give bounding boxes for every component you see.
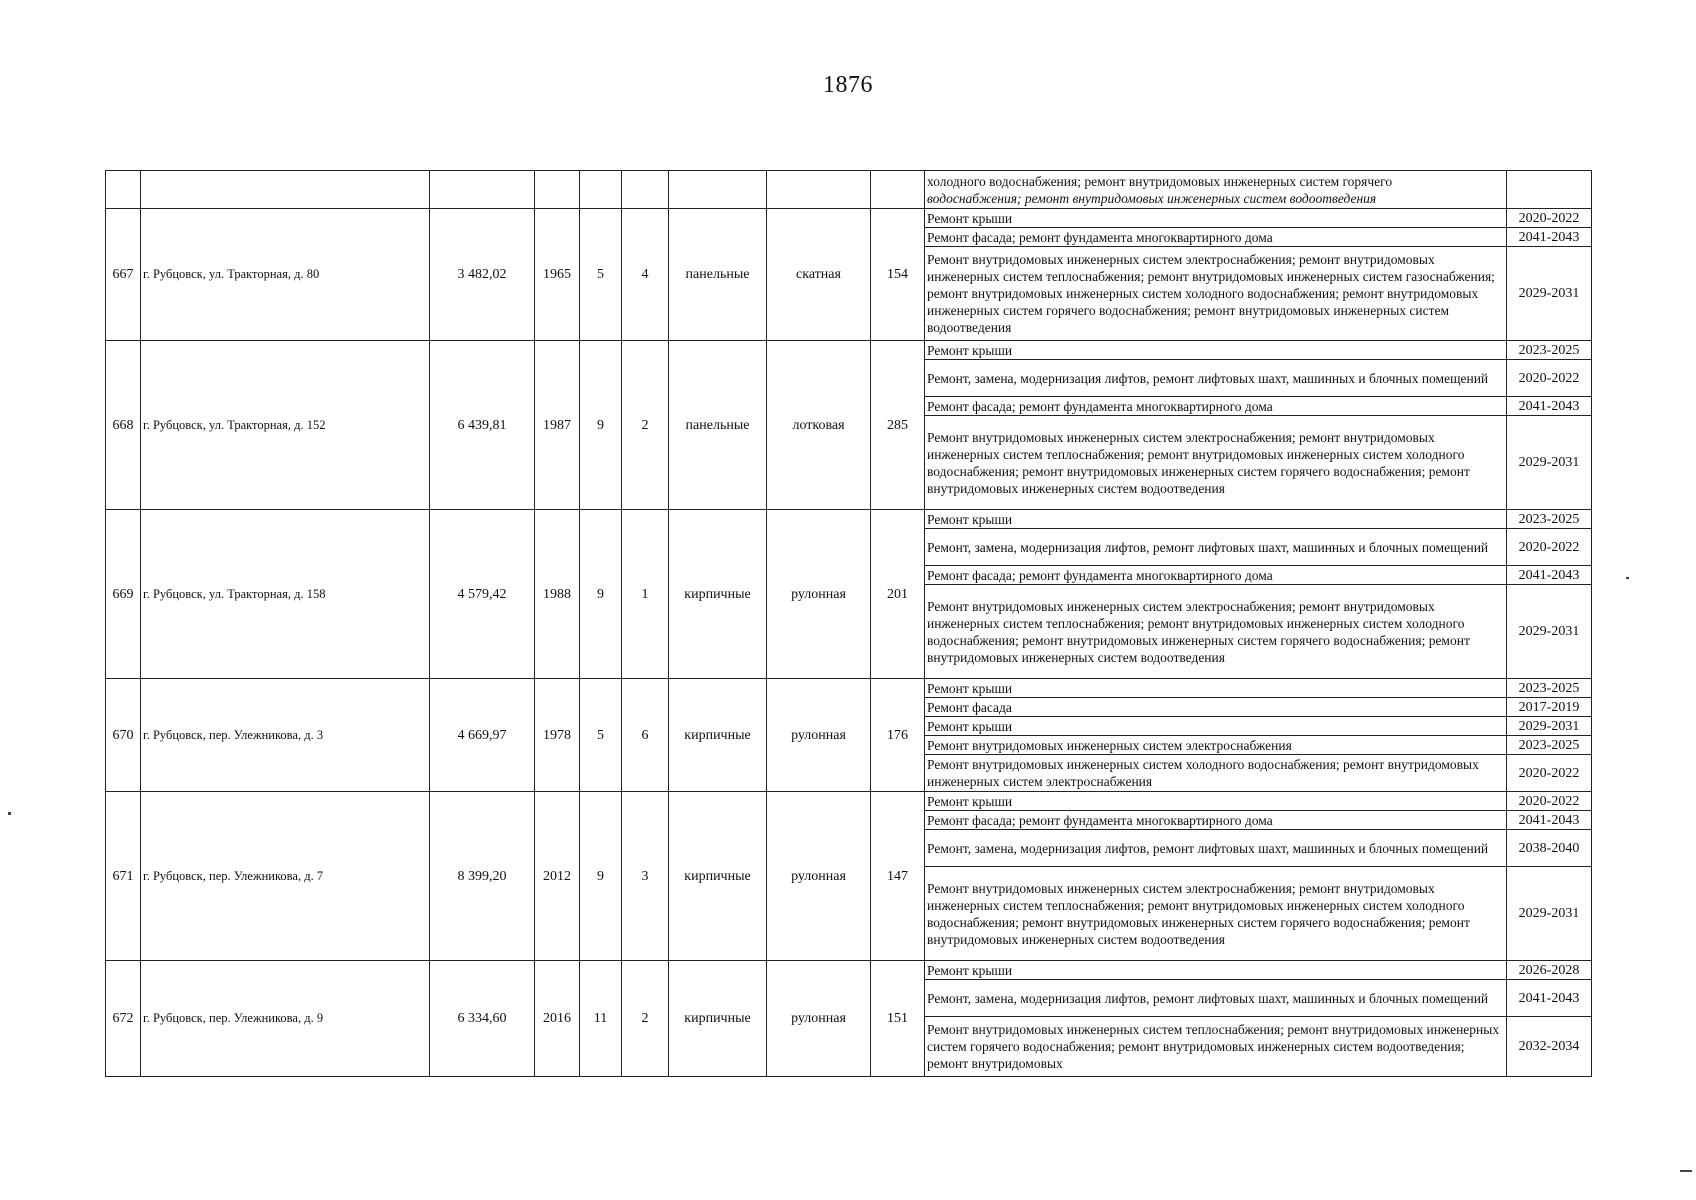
- wall-material: кирпичные: [669, 679, 767, 792]
- work-period: 2029-2031: [1507, 867, 1592, 961]
- work-description: Ремонт фасада: [925, 698, 1507, 717]
- work-period: 2023-2025: [1507, 736, 1592, 755]
- floors: 9: [580, 341, 622, 510]
- roof-type: рулонная: [767, 961, 871, 1077]
- entrances: 4: [622, 209, 669, 341]
- entrances: 6: [622, 679, 669, 792]
- empty-cell: [871, 171, 925, 209]
- address: г. Рубцовск, ул. Тракторная, д. 80: [141, 209, 430, 341]
- total-area: 4 669,97: [430, 679, 535, 792]
- work-description: Ремонт, замена, модернизация лифтов, ремонт лифтовых шахт, машинных и блочных помещений: [925, 529, 1507, 566]
- work-period: 2032-2034: [1507, 1017, 1592, 1077]
- floors: 5: [580, 679, 622, 792]
- page-number: 1876: [823, 72, 873, 98]
- total-area: 6 334,60: [430, 961, 535, 1077]
- scan-mark: [8, 812, 11, 815]
- work-period: 2029-2031: [1507, 717, 1592, 736]
- empty-cell: [106, 171, 141, 209]
- work-line: холодного водоснабжения; ремонт внутридомовых инженерных систем горячего: [927, 173, 1393, 189]
- wall-material: кирпичные: [669, 510, 767, 679]
- residents: 151: [871, 961, 925, 1077]
- residents: 154: [871, 209, 925, 341]
- empty-cell: [141, 171, 430, 209]
- work-period: [1507, 171, 1592, 209]
- total-area: 6 439,81: [430, 341, 535, 510]
- table-row: [106, 961, 1592, 980]
- table-body: [106, 171, 1592, 1077]
- roof-type: рулонная: [767, 792, 871, 961]
- floors: 5: [580, 209, 622, 341]
- roof-type: рулонная: [767, 679, 871, 792]
- table-row: [106, 792, 1592, 811]
- build-year: 1965: [535, 209, 580, 341]
- roof-type: скатная: [767, 209, 871, 341]
- work-period: 2020-2022: [1507, 360, 1592, 397]
- repair-schedule-table: [105, 170, 1592, 1077]
- work-description: Ремонт фасада; ремонт фундамента многоквартирного дома: [925, 228, 1507, 247]
- row-number: 668: [106, 341, 141, 510]
- work-period: 2041-2043: [1507, 811, 1592, 830]
- work-period: 2017-2019: [1507, 698, 1592, 717]
- work-period: 2038-2040: [1507, 830, 1592, 867]
- work-period: 2026-2028: [1507, 961, 1592, 980]
- work-description: Ремонт, замена, модернизация лифтов, ремонт лифтовых шахт, машинных и блочных помещений: [925, 980, 1507, 1017]
- work-description: Ремонт внутридомовых инженерных систем электроснабжения; ремонт внутридомовых инженерных систем теплоснабжения; ремонт внутридомовых инженерных систем газоснабжения; ремонт внутридомовых инженерных систем холодного водоснабжения; ремонт внутридомовых инженерных систем горячего водоснабжения; ремонт внутридомовых инженерных систем водоотведения: [925, 247, 1507, 341]
- entrances: 1: [622, 510, 669, 679]
- row-number: 667: [106, 209, 141, 341]
- address: г. Рубцовск, ул. Тракторная, д. 152: [141, 341, 430, 510]
- work-description: Ремонт внутридомовых инженерных систем холодного водоснабжения; ремонт внутридомовых инженерных систем электроснабжения: [925, 755, 1507, 792]
- work-description: Ремонт, замена, модернизация лифтов, ремонт лифтовых шахт, машинных и блочных помещений: [925, 830, 1507, 867]
- work-description: Ремонт, замена, модернизация лифтов, ремонт лифтовых шахт, машинных и блочных помещений: [925, 360, 1507, 397]
- work-period: 2029-2031: [1507, 247, 1592, 341]
- address: г. Рубцовск, пер. Улежникова, д. 3: [141, 679, 430, 792]
- work-description: Ремонт крыши: [925, 341, 1507, 360]
- work-description: Ремонт внутридомовых инженерных систем электроснабжения; ремонт внутридомовых инженерных систем теплоснабжения; ремонт внутридомовых инженерных систем холодного водоснабжения; ремонт внутридомовых инженерных систем горячего водоснабжения; ремонт внутридомовых инженерных систем водоотведения: [925, 867, 1507, 961]
- work-period: 2029-2031: [1507, 585, 1592, 679]
- total-area: 3 482,02: [430, 209, 535, 341]
- work-period: 2041-2043: [1507, 228, 1592, 247]
- work-description: Ремонт крыши: [925, 510, 1507, 529]
- total-area: 4 579,42: [430, 510, 535, 679]
- work-description: Ремонт крыши: [925, 961, 1507, 980]
- floors: 9: [580, 792, 622, 961]
- entrances: 2: [622, 341, 669, 510]
- roof-type: лотковая: [767, 341, 871, 510]
- work-description: Ремонт фасада; ремонт фундамента многоквартирного дома: [925, 566, 1507, 585]
- build-year: 1988: [535, 510, 580, 679]
- residents: 176: [871, 679, 925, 792]
- residents: 285: [871, 341, 925, 510]
- scan-mark: [1680, 1170, 1692, 1172]
- work-description: Ремонт фасада; ремонт фундамента многоквартирного дома: [925, 397, 1507, 416]
- work-description: Ремонт крыши: [925, 679, 1507, 698]
- work-description: Ремонт крыши: [925, 209, 1507, 228]
- work-description: Ремонт внутридомовых инженерных систем электроснабжения; ремонт внутридомовых инженерных систем теплоснабжения; ремонт внутридомовых инженерных систем холодного водоснабжения; ремонт внутридомовых инженерных систем горячего водоснабжения; ремонт внутридомовых инженерных систем водоотведения: [925, 585, 1507, 679]
- residents: 201: [871, 510, 925, 679]
- table-row: [106, 679, 1592, 698]
- work-description: Ремонт внутридомовых инженерных систем теплоснабжения; ремонт внутридомовых инженерных систем горячего водоснабжения; ремонт внутридомовых инженерных систем водоотведения; ремонт внутридомовых: [925, 1017, 1507, 1077]
- empty-cell: [430, 171, 535, 209]
- address: г. Рубцовск, ул. Тракторная, д. 158: [141, 510, 430, 679]
- work-description: Ремонт крыши: [925, 717, 1507, 736]
- floors: 11: [580, 961, 622, 1077]
- work-description: Ремонт фасада; ремонт фундамента многоквартирного дома: [925, 811, 1507, 830]
- entrances: 3: [622, 792, 669, 961]
- address: г. Рубцовск, пер. Улежникова, д. 9: [141, 961, 430, 1077]
- empty-cell: [669, 171, 767, 209]
- build-year: 1987: [535, 341, 580, 510]
- continuation-row: [106, 171, 1592, 209]
- residents: 147: [871, 792, 925, 961]
- work-description: Ремонт крыши: [925, 792, 1507, 811]
- table-row: [106, 209, 1592, 228]
- work-period: 2020-2022: [1507, 792, 1592, 811]
- work-period: 2023-2025: [1507, 341, 1592, 360]
- wall-material: панельные: [669, 341, 767, 510]
- work-period: 2020-2022: [1507, 529, 1592, 566]
- work-period: 2020-2022: [1507, 209, 1592, 228]
- scan-mark: [1626, 577, 1629, 579]
- build-year: 2016: [535, 961, 580, 1077]
- entrances: 2: [622, 961, 669, 1077]
- build-year: 1978: [535, 679, 580, 792]
- empty-cell: [580, 171, 622, 209]
- work-description: Ремонт внутридомовых инженерных систем электроснабжения: [925, 736, 1507, 755]
- roof-type: рулонная: [767, 510, 871, 679]
- work-period: 2041-2043: [1507, 566, 1592, 585]
- row-number: 671: [106, 792, 141, 961]
- wall-material: панельные: [669, 209, 767, 341]
- build-year: 2012: [535, 792, 580, 961]
- table-row: [106, 510, 1592, 529]
- work-period: 2041-2043: [1507, 397, 1592, 416]
- work-period: 2041-2043: [1507, 980, 1592, 1017]
- wall-material: кирпичные: [669, 961, 767, 1077]
- empty-cell: [622, 171, 669, 209]
- total-area: 8 399,20: [430, 792, 535, 961]
- empty-cell: [535, 171, 580, 209]
- row-number: 669: [106, 510, 141, 679]
- work-period: 2023-2025: [1507, 510, 1592, 529]
- empty-cell: [767, 171, 871, 209]
- work-period: 2020-2022: [1507, 755, 1592, 792]
- work-line: водоснабжения; ремонт внутридомовых инженерных систем водоотведения: [927, 190, 1377, 206]
- work-description: Ремонт внутридомовых инженерных систем электроснабжения; ремонт внутридомовых инженерных систем теплоснабжения; ремонт внутридомовых инженерных систем холодного водоснабжения; ремонт внутридомовых инженерных систем горячего водоснабжения; ремонт внутридомовых инженерных систем водоотведения: [925, 416, 1507, 510]
- work-period: 2023-2025: [1507, 679, 1592, 698]
- address: г. Рубцовск, пер. Улежникова, д. 7: [141, 792, 430, 961]
- floors: 9: [580, 510, 622, 679]
- wall-material: кирпичные: [669, 792, 767, 961]
- row-number: 672: [106, 961, 141, 1077]
- work-period: 2029-2031: [1507, 416, 1592, 510]
- row-number: 670: [106, 679, 141, 792]
- table-row: [106, 341, 1592, 360]
- work-description: [925, 171, 1507, 209]
